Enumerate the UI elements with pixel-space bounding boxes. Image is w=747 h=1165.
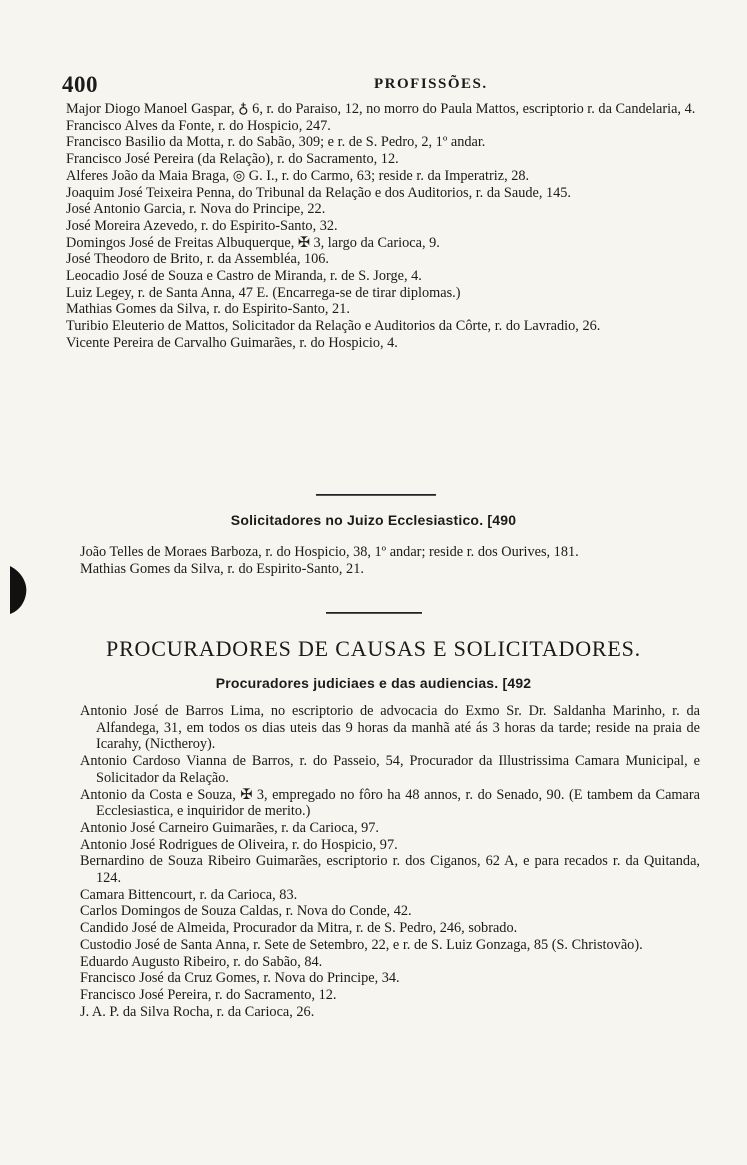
- running-title: PROFISSÕES.: [374, 76, 488, 92]
- professionals-list: [0, 101, 747, 352]
- list-item: José Moreira Azevedo, r. do Espirito-Santo, 32.: [66, 217, 338, 234]
- list-item: Joaquim José Teixeira Penna, do Tribunal da Relação e dos Auditorios, r. da Saude, 145.: [66, 184, 572, 201]
- main-heading: PROCURADORES DE CAUSAS E SOLICITADORES.: [106, 636, 641, 661]
- list-item: Camara Bittencourt, r. da Carioca, 83.: [80, 886, 298, 903]
- list-item: Domingos José de Freitas Albuquerque, ✠ 3, largo da Carioca, 9.: [66, 234, 440, 251]
- list-item: Francisco José Pereira, r. do Sacramento, 12.: [80, 986, 337, 1003]
- list-item: João Telles de Moraes Barboza, r. do Hospicio, 38, 1º andar; reside r. dos Ourives, 181.: [80, 544, 579, 560]
- list-item: Francisco José Pereira (da Relação), r. do Sacramento, 12.: [66, 151, 399, 168]
- list-item: Antonio José Carneiro Guimarães, r. da Carioca, 97.: [80, 819, 379, 836]
- list-item: Major Diogo Manoel Gaspar, ♁ 6, r. do Paraiso, 12, no morro do Paula Mattos, escriptorio r. da Candelaria, 4.: [66, 101, 696, 117]
- list-item: Candido José de Almeida, Procurador da Mitra, r. de S. Pedro, 246, sobrado.: [80, 920, 518, 937]
- procuradores-list: [0, 703, 747, 1020]
- list-item: Bernardino de Souza Ribeiro Guimarães, escriptorio r. dos Ciganos, 62 A, e para recados r. da Quitanda, 124.: [80, 853, 700, 887]
- list-item: Antonio José de Barros Lima, no escriptorio de advocacia do Exmo Sr. Dr. Saldanha Marinho, r. da Alfandega, 31, em todos os dias uteis das 9 horas da manhã até ás 3 horas da tarde; reside na praia de Icarahy, (Nictheroy).: [80, 703, 700, 753]
- list-item: J. A. P. da Silva Rocha, r. da Carioca, 26.: [80, 1003, 315, 1020]
- list-item: Turibio Eleuterio de Mattos, Solicitador da Relação e Auditorios da Côrte, r. do Lavradio, 26.: [66, 318, 601, 335]
- list-item: Custodio José de Santa Anna, r. Sete de Setembro, 22, e r. de S. Luiz Gonzaga, 85 (S. Christovão).: [80, 936, 643, 953]
- page-header: [62, 72, 702, 97]
- list-item: Francisco José da Cruz Gomes, r. Nova do Principe, 34.: [80, 970, 400, 987]
- list-item: Antonio José Rodrigues de Oliveira, r. do Hospicio, 97.: [80, 836, 398, 853]
- list-item: José Theodoro de Brito, r. da Assembléa, 106.: [66, 251, 329, 268]
- section-divider: [326, 612, 422, 614]
- list-item: Eduardo Augusto Ribeiro, r. do Sabão, 84.: [80, 953, 323, 970]
- list-item: Francisco Basilio da Motta, r. do Sabão, 309; e r. de S. Pedro, 2, 1º andar.: [66, 134, 486, 151]
- list-item: Mathias Gomes da Silva, r. do Espirito-Santo, 21.: [66, 301, 350, 318]
- list-item: Antonio Cardoso Vianna de Barros, r. do Passeio, 54, Procurador da Illustrissima Camara Municipal, e Solicitador da Relação.: [80, 753, 700, 786]
- ecclesiastical-list: [0, 544, 747, 577]
- list-item: Mathias Gomes da Silva, r. do Espirito-Santo, 21.: [80, 560, 364, 577]
- page-number: 400: [62, 72, 98, 97]
- list-item: Vicente Pereira de Carvalho Guimarães, r. do Hospicio, 4.: [66, 334, 398, 351]
- list-item: José Antonio Garcia, r. Nova do Principe, 22.: [66, 201, 326, 218]
- section-title-ecclesiastical: Solicitadores no Juizo Ecclesiastico. [490: [230, 512, 517, 528]
- section-title-procuradores: Procuradores judiciaes e das audiencias. [492: [215, 675, 532, 691]
- list-item: Francisco Alves da Fonte, r. do Hospicio, 247.: [66, 117, 331, 134]
- list-item: Luiz Legey, r. de Santa Anna, 47 E. (Encarrega-se de tirar diplomas.): [66, 284, 461, 301]
- list-item: Antonio da Costa e Souza, ✠ 3, empregado no fôro ha 48 annos, r. do Senado, 90. (E tambem da Camara Ecclesiastica, e inquiridor de merito.): [80, 786, 700, 820]
- section-divider: [316, 494, 436, 496]
- list-item: Alferes João da Maia Braga, ◎ G. I., r. do Carmo, 63; reside r. da Imperatriz, 28.: [66, 167, 530, 184]
- list-item: Carlos Domingos de Souza Caldas, r. Nova do Conde, 42.: [80, 903, 412, 920]
- list-item: Leocadio José de Souza e Castro de Miranda, r. de S. Jorge, 4.: [66, 268, 422, 285]
